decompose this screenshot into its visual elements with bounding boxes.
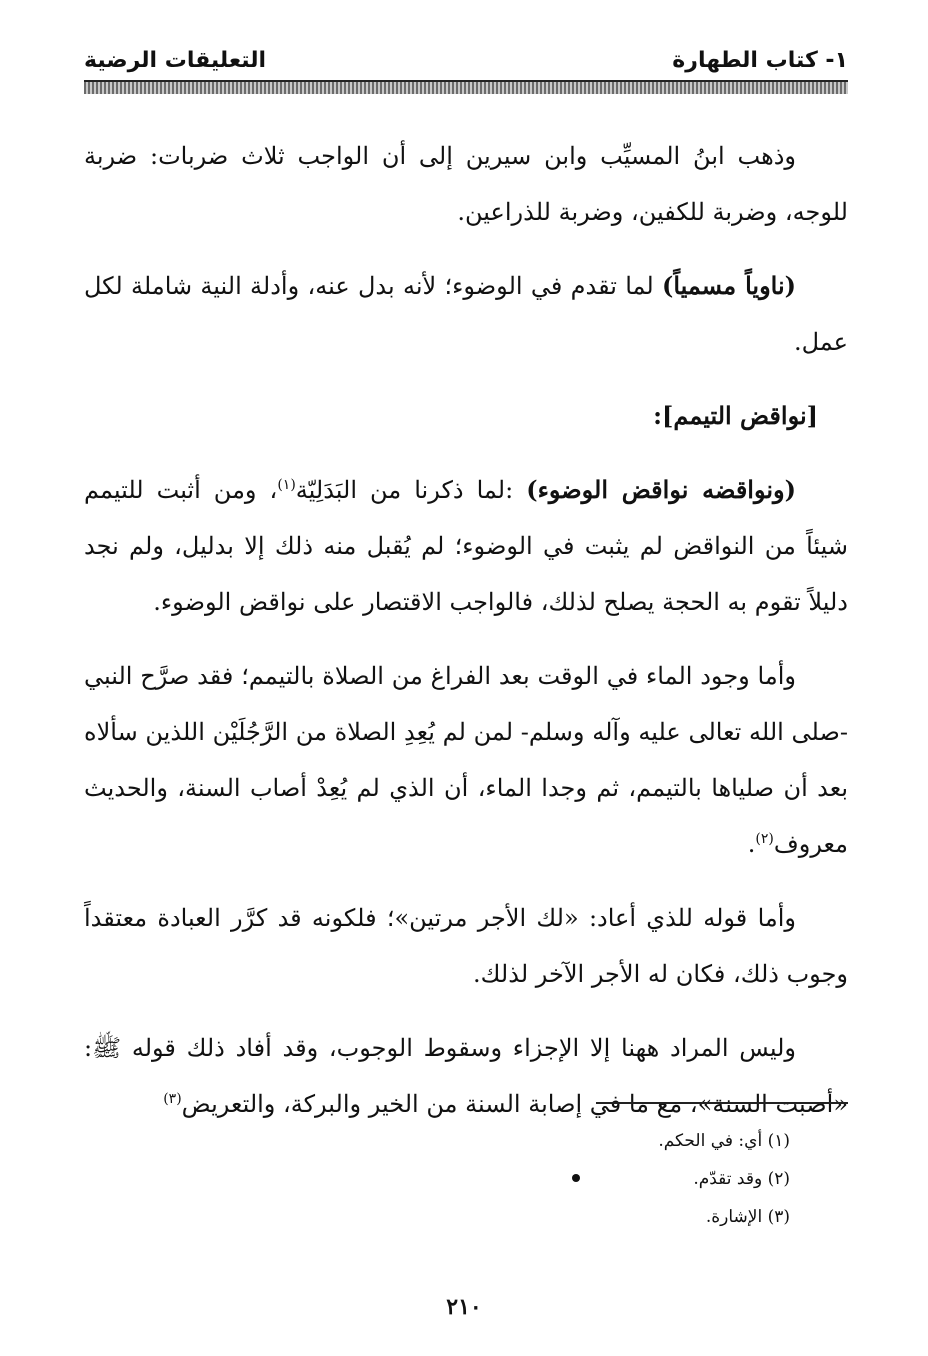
footnote-ref-2[interactable]: (٢): [755, 831, 774, 847]
paragraph-lead: (ونواقضه نواقض الوضوء): [526, 475, 796, 504]
chapter-title: ١- كتاب الطهارة: [672, 48, 848, 73]
paragraph-text-part: وليس المراد ههنا إلا الإجزاء وسقوط الوجوب، وقد أفاد ذلك قوله ﷺ: «أصبت السنة»، مع ما في إصابة السنة من الخير والبركة، والتعريض: [84, 1034, 848, 1118]
section-heading: [84, 388, 848, 444]
running-header: [84, 44, 848, 80]
paragraph-6: [84, 890, 848, 1002]
paragraph-text: ، ومن أثبت للتيمم شيئاً من النواقض لم يثبت في الوضوء؛ لم يُقبل منه ذلك إلا بدليل، ولم نجد دليلاً تقوم به الحجة يصلح لذلك، فالواجب الاقتصار على نواقض الوضوء.: [84, 476, 848, 616]
footnote-2: (٢) وقد تقدّم.: [693, 1169, 790, 1189]
paragraph-text: وذهب ابنُ المسيِّب وابن سيرين إلى أن الواجب ثلاث ضربات: ضربة للوجه، وضربة للكفين، وضربة للذراعين.: [84, 142, 848, 226]
page-number: ٢١٠: [446, 1294, 482, 1320]
bullet-dot-mark: [572, 1174, 580, 1182]
paragraph-7: [84, 1020, 848, 1132]
paragraph-text-part: :لما ذكرنا من البَدَلِيّة: [295, 476, 527, 504]
paragraph-text: لما تقدم في الوضوء؛ لأنه بدل عنه، وأدلة النية شاملة لكل عمل.: [84, 272, 848, 356]
footnotes: [84, 1122, 790, 1236]
paragraph-lead: (ناوياً مسمياً): [662, 271, 797, 300]
footnote-3: (٣) الإشارة.: [705, 1207, 790, 1227]
section-heading-colon: :: [653, 401, 662, 430]
paragraph-text-part: وأما وجود الماء في الوقت بعد الفراغ من الصلاة بالتيمم؛ فقد صرَّح النبي -صلى الله تعالى عليه وآله وسلم- لمن لم يُعِدِ الصلاة من الرَّجُلَيْن اللذين سألاه بعد أن صلياها بالتيمم، ثم وجدا الماء، أن الذي لم يُعِدْ أصاب السنة، والحديث معروف: [84, 662, 848, 858]
paragraph-text: .: [747, 830, 756, 858]
main-text: [84, 128, 848, 1150]
paragraph-5: [84, 648, 848, 872]
paragraph-4: [84, 462, 848, 630]
header-divider: [84, 80, 848, 94]
paragraph-2: [84, 258, 848, 370]
footnote-ref-1[interactable]: (١): [277, 477, 296, 493]
section-heading-label: [نواقض التيمم]: [662, 401, 818, 430]
footnote-divider: [596, 1102, 848, 1104]
book-title: التعليقات الرضية: [84, 48, 267, 73]
footnote-ref-3[interactable]: (٣): [163, 1091, 182, 1107]
footnote-1: (١) أي: في الحكم.: [658, 1131, 790, 1151]
paragraph-1: [84, 128, 848, 240]
paragraph-text: وأما قوله للذي أعاد: «لك الأجر مرتين»؛ فلكونه قد كرَّر العبادة معتقداً وجوب ذلك، فكان له الأجر الآخر لذلك.: [84, 904, 848, 988]
